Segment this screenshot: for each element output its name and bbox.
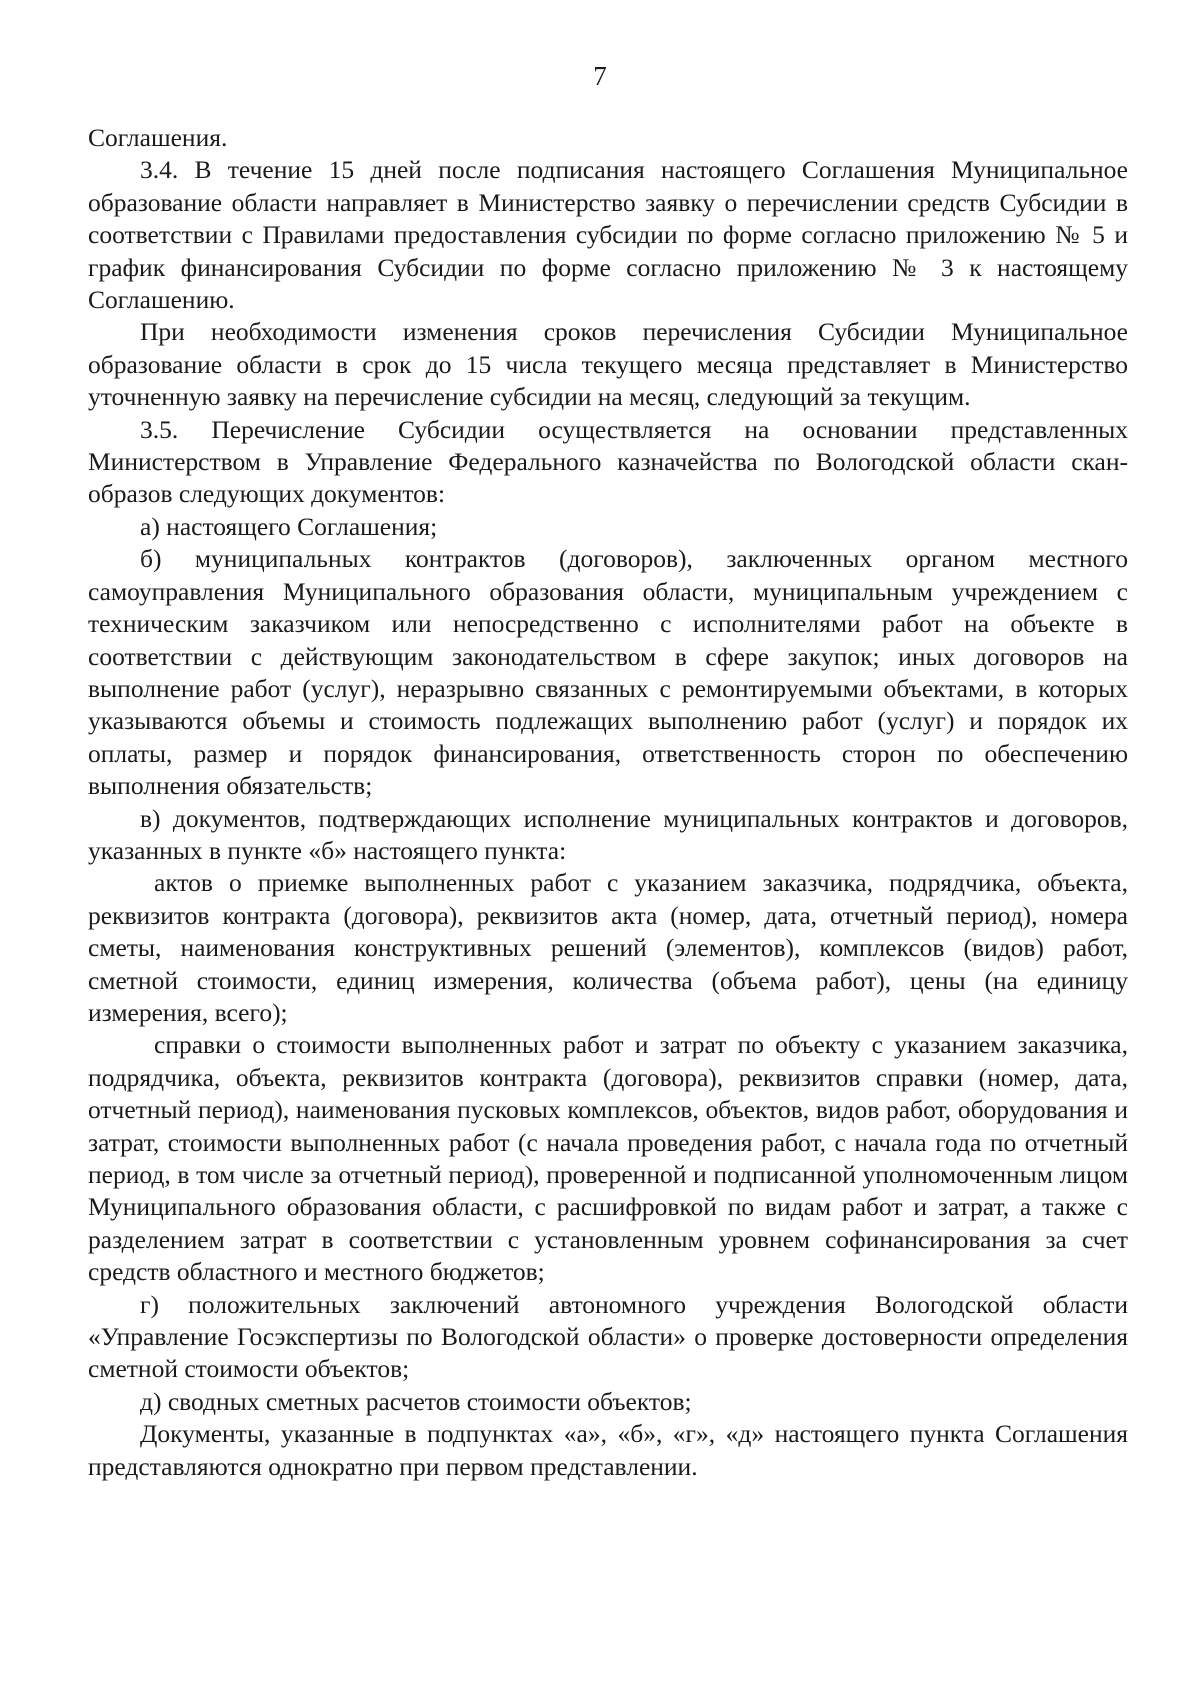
list-item-a: а) настоящего Соглашения;: [140, 511, 438, 541]
page-number: 7: [593, 61, 607, 91]
document-body: [88, 122, 1128, 1483]
list-item-g: г) положительных заключений автономного учреждения Вологодской области «Управление Госэкспертизы по Вологодской области» о проверке достоверности определения сметной стоимости объектов;: [88, 1289, 1128, 1384]
paragraph-3-4: 3.4. В течение 15 дней после подписания настоящего Соглашения Муниципальное образование области направляет в Министерство заявку о перечислении средств Субсидии в соответствии с Правилами предоставления субсидии по форме согласно приложению № 5 и график финансирования Субсидии по форме согласно приложению № 3 к настоящему Соглашению.: [88, 155, 1128, 315]
paragraph-continuation: Соглашения.: [88, 123, 228, 152]
list-item-b: б) муниципальных контрактов (договоров), заключенных органом местного самоуправления Муниципального образования области, муниципальным учреждением с техническим заказчиком или непосредственно с исполнителями работ на объекте в соответствии с действующим законодательством в сфере закупок; иных договоров на выполнение работ (услуг), неразрывно связанных с ремонтируемыми объектами, в которых указываются объемы и стоимость подлежащих выполнению работ (услуг) и порядок их оплаты, размер и порядок финансирования, ответственность сторон по обеспечению выполнения обязательств;: [88, 544, 1128, 801]
list-item-v: в) документов, подтверждающих исполнение муниципальных контрактов и договоров, указанных в пункте «б» настоящего пункта:: [88, 803, 1128, 865]
sub-item-cost-certificate: справки о стоимости выполненных работ и затрат по объекту с указанием заказчика, подрядчика, объекта, реквизитов контракта (договора), реквизитов справки (номер, дата, отчетный период), наименования пусковых комплексов, объектов, видов работ, оборудования и затрат, стоимости выполненных работ (с начала проведения работ, с начала года по отчетный период, в том числе за отчетный период), проверенной и подписанной уполномоченным лицом Муниципального образования области, с расшифровкой по видам работ и затрат, а также с разделением затрат в соответствии с установленным уровнем софинансирования за счет средств областного и местного бюджетов;: [88, 1030, 1128, 1287]
paragraph-documents-note: Документы, указанные в подпунктах «а», «б», «г», «д» настоящего пункта Соглашения представляются однократно при первом представлении.: [88, 1419, 1128, 1481]
paragraph-3-5: 3.5. Перечисление Субсидии осуществляется на основании представленных Министерством в Управление Федерального казначейства по Вологодской области скан-образов следующих документов:: [88, 414, 1128, 509]
list-item-d: д) сводных сметных расчетов стоимости объектов;: [140, 1386, 692, 1416]
sub-item-acts: актов о приемке выполненных работ с указанием заказчика, подрядчика, объекта, реквизитов контракта (договора), реквизитов акта (номер, дата, отчетный период), номера сметы, наименования конструктивных решений (элементов), комплексов (видов) работ, сметной стоимости, единиц измерения, количества (объема работ), цены (на единицу измерения, всего);: [88, 868, 1128, 1027]
paragraph-schedule-change: При необходимости изменения сроков перечисления Субсидии Муниципальное образование области в срок до 15 числа текущего месяца представляет в Министерство уточненную заявку на перечисление субсидии на месяц, следующий за текущим.: [88, 317, 1128, 412]
